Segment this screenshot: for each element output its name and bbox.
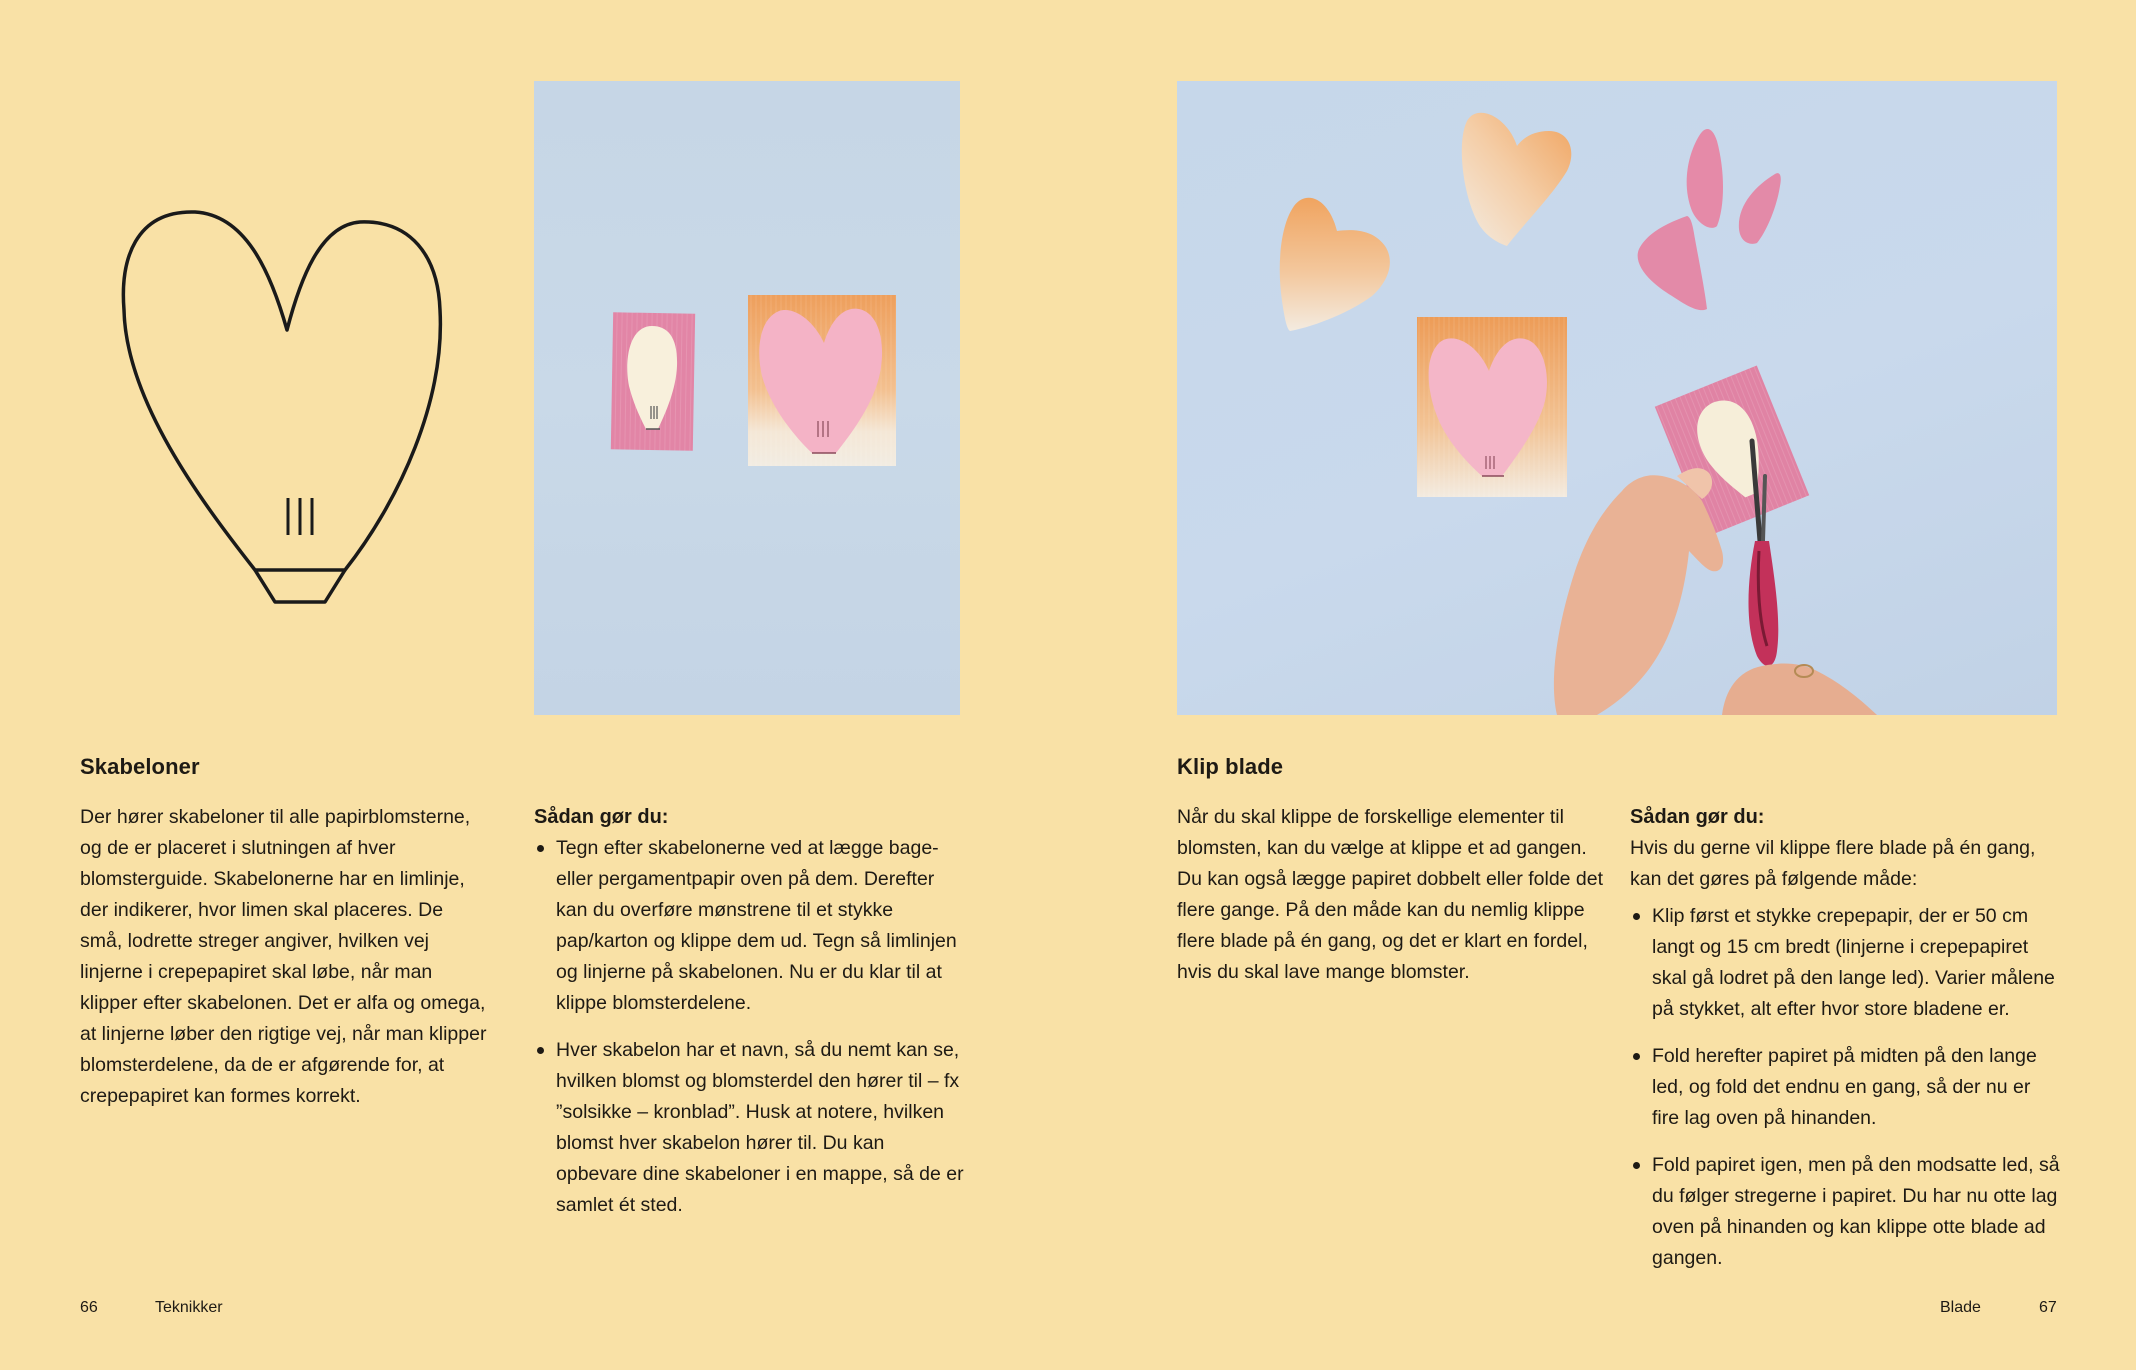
section-title-cut-leaves: Klip blade (1177, 754, 1284, 779)
intro-paragraph: Når du skal klippe de forskellige elementer til blomsten, kan du vælge at klippe et ad gangen. Du kan også lægge papiret dobbelt eller folde det flere gange. På den måde kan du nemlig klippe flere blade på én gang, og det er klart en fordel, hvis du skal lave mange blomster. (1177, 806, 1604, 983)
list-item: Fold herefter papiret på midten på den lange led, og fold det endnu en gang, så der nu er fire lag oven på hinanden. (1630, 1041, 2060, 1134)
list-item: Fold papiret igen, men på den modsatte led, så du følger stregerne i papiret. Du har nu otte lag oven på hinanden og kan klippe otte blade ad gangen. (1630, 1150, 2060, 1274)
list-item: Hver skabelon har et navn, så du nemt kan se, hvilken blomst og blomsterdel den hører til – fx ”solsikke – kronblad”. Husk at notere, hvilken blomst hver skabelon hører til. Du kan opbevare dine skabeloner i en mappe, så de er samlet ét sted. (534, 1035, 964, 1221)
section-label-left: Teknikker (155, 1299, 223, 1316)
intro-column-right (1177, 802, 1607, 988)
intro-column-left (80, 802, 488, 1112)
howto-title: Sådan gør du: (1630, 806, 1765, 828)
howto-list (1630, 901, 2060, 1274)
section-label-right: Blade (1940, 1299, 1981, 1316)
howto-title: Sådan gør du: (534, 806, 669, 828)
cutting-leaves-photo (1177, 81, 2057, 715)
page-number-right: 67 (2039, 1299, 2057, 1316)
howto-column-left (534, 802, 964, 1237)
intro-paragraph: Der hører skabeloner til alle papirblomsterne, og de er placeret i slutningen af hver blomsterguide. Skabelonerne har en limlinje, der indikerer, hvor limen skal placeres. De små, lodrette streger angiver, hvilken vej linjerne i crepepapiret skal løbe, når man klipper efter skabelonen. Det er alfa og omega, at linjerne løber den rigtige vej, når man klipper blomsterdelene, da de er afgørende for, at crepepapiret kan formes korrekt. (80, 806, 487, 1107)
howto-intro: Hvis du gerne vil klippe flere blade på én gang, kan det gøres på følgende måde: (1630, 837, 2036, 890)
howto-list (534, 833, 964, 1221)
templates-photo (534, 81, 960, 715)
heart-template-icon (110, 200, 460, 620)
page-number-left: 66 (80, 1299, 98, 1316)
list-item: Tegn efter skabelonerne ved at lægge bage- eller pergamentpapir oven på dem. Derefter kan du overføre mønstrene til et stykke pap/karton og klippe dem ud. Tegn så limlinjen og linjerne på skabelonen. Nu er du klar til at klippe blomsterdelene. (534, 833, 964, 1019)
list-item: Klip først et stykke crepepapir, der er 50 cm langt og 15 cm bredt (linjerne i crepepapiret skal gå lodret på den lange led). Varier målene på stykket, alt efter hvor store bladene er. (1630, 901, 2060, 1025)
howto-column-right (1630, 802, 2060, 1290)
section-title-templates: Skabeloner (80, 754, 200, 779)
